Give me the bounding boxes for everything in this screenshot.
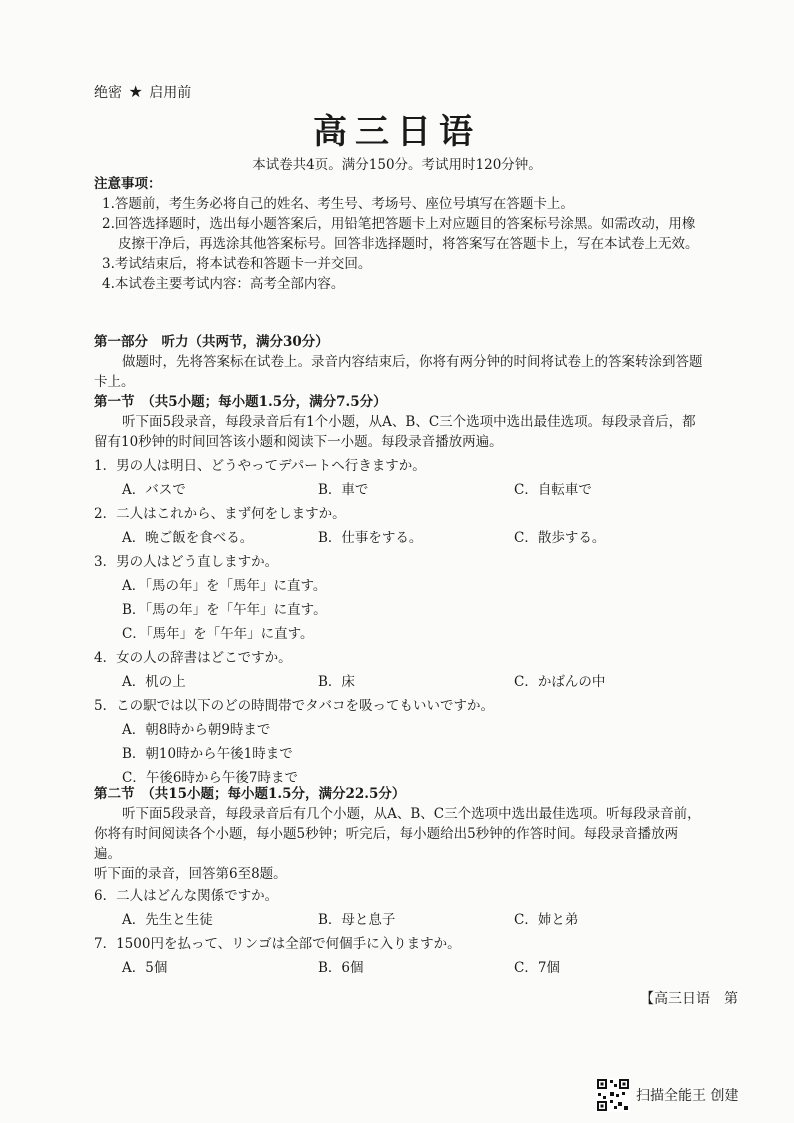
option-b: B．「馬の年」を「午年」に直す。 (122, 602, 327, 618)
option-c: C．7個 (514, 960, 560, 976)
section1-heading: 第一节 （共5小题；每小题1.5分，满分7.5分） (94, 394, 387, 410)
option-b: B．床 (318, 674, 355, 690)
scanner-label: 扫描全能王 创建 (636, 1088, 739, 1104)
question-7 (94, 932, 704, 980)
question-4 (94, 646, 704, 694)
question-6 (94, 884, 704, 932)
option-a: A．机の上 (122, 674, 186, 690)
option-c: C．「馬年」を「午年」に直す。 (122, 626, 314, 642)
section2-heading: 第二节 （共15小题；每小题1.5分，满分22.5分） (94, 786, 406, 802)
option-b: B．車で (318, 482, 369, 498)
option-c: C．散歩する。 (514, 530, 606, 546)
option-c: C．午後6時から午後7時まで (122, 770, 299, 786)
question-stem: 6．二人はどんな関係ですか。 (94, 888, 279, 904)
option-b: B．母と息子 (318, 912, 396, 928)
question-stem: 7．1500円を払って、リンゴは全部で何個手に入りますか。 (94, 936, 461, 952)
section2 (94, 784, 704, 980)
confidential-left: 绝密 (94, 85, 122, 101)
notes-item-4: 4.本试卷主要考试内容：高考全部内容。 (102, 276, 345, 292)
question-2 (94, 502, 704, 550)
notes-item-3: 3.考试结束后，将本试卷和答题卡一并交回。 (102, 256, 372, 272)
option-a: A．バスで (122, 482, 186, 498)
notes-heading: 注意事项： (94, 176, 162, 192)
scanner-watermark (596, 1078, 738, 1112)
option-b: B．仕事をする。 (318, 530, 423, 546)
part1-heading: 第一部分 听力（共两节，满分30分） (94, 334, 329, 350)
question-1 (94, 454, 704, 502)
option-b: B．朝10時から午後1時まで (122, 746, 293, 762)
question-stem: 2．二人はこれから、まず何をしますか。 (94, 506, 346, 522)
question-stem: 5．この駅では以下のどの時間帯でタバコを吸ってもいいですか。 (94, 698, 494, 714)
exam-subtitle: 本试卷共4页。满分150分。考试用时120分钟。 (252, 157, 542, 173)
option-a: A．「馬の年」を「馬年」に直す。 (122, 578, 327, 594)
notes-item-1: 1.答题前，考生务必将自己的姓名、考生号、考场号、座位号填写在答题卡上。 (102, 196, 574, 212)
option-c: C．姉と弟 (514, 912, 579, 928)
qr-code-icon (596, 1078, 630, 1112)
notes-item-2: 2.回答选择题时，选出每小题答案后，用铅笔把答题卡上对应题目的答案标号涂黑。如需改动，用橡皮擦干净后，再选涂其他答案标号。回答非选择题时，将答案写在答题卡上，写在本试卷上无效。 (102, 216, 699, 252)
option-b: B．6個 (318, 960, 364, 976)
question-stem: 4．女の人の辞書はどこですか。 (94, 650, 292, 666)
option-a: A．晩ご飯を食べる。 (122, 530, 254, 546)
option-c: C．かばんの中 (514, 674, 606, 690)
part1-section (94, 332, 704, 790)
option-c: C．自転車で (514, 482, 592, 498)
confidential-mark (94, 82, 191, 102)
section2-intro: 听下面5段录音，每段录音后有几个小题，从A、B、C三个选项中选出最佳选项。听每段录音前，你将有时间阅读各个小题，每小题5秒钟；听完后，每小题给出5秒钟的作答时间。每段录音播放两遍。 (94, 806, 701, 862)
question-3 (94, 550, 704, 646)
exam-title: 高三日语 (313, 112, 481, 152)
section1-intro: 听下面5段录音，每段录音后有1个小题，从A、B、C三个选项中选出最佳选项。每段录音后，都留有10秒钟的时间回答该小题和阅读下一小题。每段录音播放两遍。 (94, 414, 696, 450)
section2-sub: 听下面的录音，回答第6至8题。 (94, 866, 287, 882)
star-icon: ★ (128, 82, 143, 101)
question-stem: 3．男の人はどう直しますか。 (94, 554, 279, 570)
option-a: A．朝8時から朝9時まで (122, 722, 271, 738)
notes-section (94, 174, 704, 294)
option-a: A．5個 (122, 960, 168, 976)
option-a: A．先生と生徒 (122, 912, 213, 928)
question-stem: 1．男の人は明日、どうやってデパートへ行きますか。 (94, 458, 426, 474)
question-5 (94, 694, 704, 790)
part1-intro: 做题时，先将答案标在试卷上。录音内容结束后，你将有两分钟的时间将试卷上的答案转涂到答题卡上。 (94, 354, 703, 390)
confidential-right: 启用前 (149, 85, 192, 101)
page-footer: 【高三日语 第 (640, 991, 738, 1007)
